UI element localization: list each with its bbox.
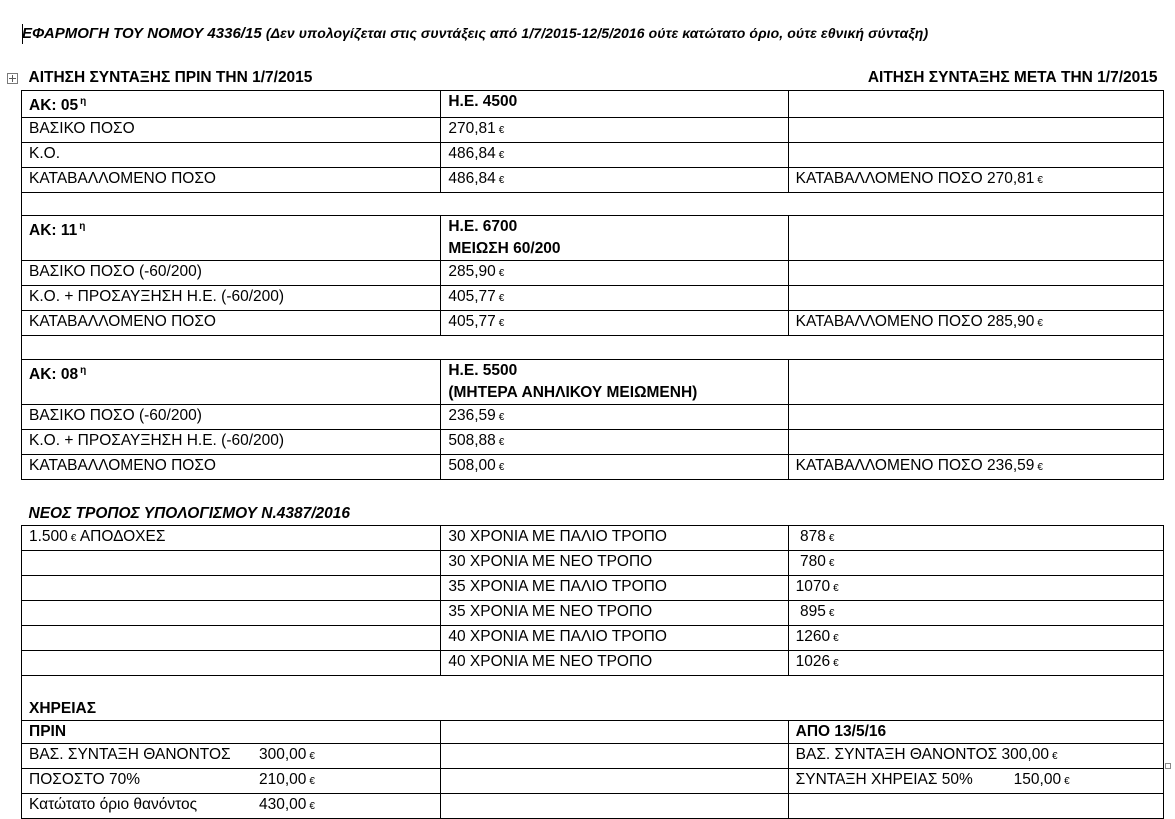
header-after: ΑΙΤΗΣΗ ΣΥΝΤΑΞΗΣ ΜΕΤΑ ΤΗΝ 1/7/2015 (867, 69, 1158, 86)
he-label: Η.Ε. 6700 (448, 218, 518, 235)
table-row: ΑΚ: 05 $^\eta$ Η.Ε. 4500 (22, 90, 1164, 117)
table-row: ΑΚ: 08 $^\eta$ Η.Ε. 5500 (ΜΗΤΕΡΑ ΑΝΗΛΙΚΟΥ ΜΕΙΩΜΕΝΗ) (22, 359, 1164, 404)
ak-label: ΑΚ: 05 (29, 96, 79, 114)
table-row: ΒΑΣΙΚΟ ΠΟΣΟ 270,81 € (22, 117, 1164, 142)
table-row: 40 ΧΡΟΝΙΑ ΜΕ ΝΕΟ ΤΡΟΠΟ 1026 € (22, 650, 1164, 675)
table-row: ΒΑΣΙΚΟ ΠΟΣΟ (-60/200) 285,90 € (22, 261, 1164, 286)
table-row: Κ.Ο. + ΠΡΟΣΑΥΞΗΣΗ Η.Ε. (-60/200) 405,77 € (22, 286, 1164, 311)
table-row: 40 ΧΡΟΝΙΑ ΜΕ ΠΑΛΙΟ ΤΡΟΠΟ 1260 € (22, 625, 1164, 650)
table-row: 30 ΧΡΟΝΙΑ ΜΕ ΝΕΟ ΤΡΟΠΟ 780 € (22, 550, 1164, 575)
table-row: Κ.Ο. + ΠΡΟΣΑΥΞΗΣΗ Η.Ε. (-60/200) 508,88 € (22, 429, 1164, 454)
widow-before-label: ΠΡΙΝ (22, 720, 441, 744)
spacer-row (22, 336, 1164, 360)
table-row: Κατώτατο όριο θανόντος 430,00 € (22, 794, 1164, 819)
table-row (22, 720, 1164, 744)
section-heading-row (22, 675, 1164, 720)
new-method-heading: ΝΕΟΣ ΤΡΟΠΟΣ ΥΠΟΛΟΓΙΣΜΟΥ Ν.4387/2016 (28, 504, 351, 522)
widow-after-label: ΑΠΟ 13/5/16 (788, 720, 1163, 744)
pension-table (21, 67, 1164, 819)
ak-label: ΑΚ: 11 (29, 222, 78, 239)
he-label: Η.Ε. 4500 (441, 90, 788, 117)
table-row: ΒΑΣΙΚΟ ΠΟΣΟ (-60/200) 236,59 € (22, 404, 1164, 429)
title-subtitle: (Δεν υπολογίζεται στις συντάξεις από 1/7/2015-12/5/2016 ούτε κατώτατο όριο, ούτε εθνική σύνταξη) (265, 25, 929, 41)
table-row: ΑΚ: 11 $^\eta$ Η.Ε. 6700 ΜΕΙΩΣΗ 60/200 (22, 216, 1164, 261)
title-main: ΕΦΑΡΜΟΓΗ ΤΟΥ ΝΟΜΟΥ 4336/15 (22, 25, 262, 42)
table-move-handle-icon[interactable] (7, 73, 18, 84)
table-row: Κ.Ο. 486,84 € (22, 142, 1164, 167)
section-heading-row (22, 479, 1164, 525)
table-row: ΚΑΤΑΒΑΛΛΟΜΕΝΟ ΠΟΣΟ 508,00 € ΚΑΤΑΒΑΛΛΟΜΕΝΟ ΠΟΣΟ 236,59 € (22, 454, 1164, 479)
header-row (22, 67, 1164, 90)
ak-label: ΑΚ: 08 (29, 365, 79, 383)
table-row: 35 ΧΡΟΝΙΑ ΜΕ ΠΑΛΙΟ ΤΡΟΠΟ 1070 € (22, 575, 1164, 600)
table-resize-handle-icon[interactable] (1165, 763, 1171, 769)
table-row: ΚΑΤΑΒΑΛΛΟΜΕΝΟ ΠΟΣΟ 486,84 € ΚΑΤΑΒΑΛΛΟΜΕΝΟ ΠΟΣΟ 270,81 € (22, 167, 1164, 192)
header-before: ΑΙΤΗΣΗ ΣΥΝΤΑΞΗΣ ΠΡΙΝ ΤΗΝ 1/7/2015 (28, 69, 313, 86)
document-title (22, 25, 928, 42)
he-label: Η.Ε. 5500 (448, 361, 518, 379)
table-row: ΒΑΣ. ΣΥΝΤΑΞΗ ΘΑΝΟΝΤΟΣ 300,00 € ΒΑΣ. ΣΥΝΤΑΞΗ ΘΑΝΟΝΤΟΣ 300,00 € (22, 744, 1164, 769)
widow-heading: ΧΗΡΕΙΑΣ (29, 699, 97, 717)
table-row: 35 ΧΡΟΝΙΑ ΜΕ ΝΕΟ ΤΡΟΠΟ 895 € (22, 600, 1164, 625)
spacer-row (22, 192, 1164, 216)
table-row: ΚΑΤΑΒΑΛΛΟΜΕΝΟ ΠΟΣΟ 405,77 € ΚΑΤΑΒΑΛΛΟΜΕΝΟ ΠΟΣΟ 285,90 € (22, 311, 1164, 336)
table-row: ΠΟΣΟΣΤΟ 70% 210,00 € ΣΥΝΤΑΞΗ ΧΗΡΕΙΑΣ 50% 150,00 € (22, 769, 1164, 794)
table-row: 1.500 € ΑΠΟΔΟΧΕΣ 30 ΧΡΟΝΙΑ ΜΕ ΠΑΛΙΟ ΤΡΟΠΟ 878 € (22, 525, 1164, 550)
